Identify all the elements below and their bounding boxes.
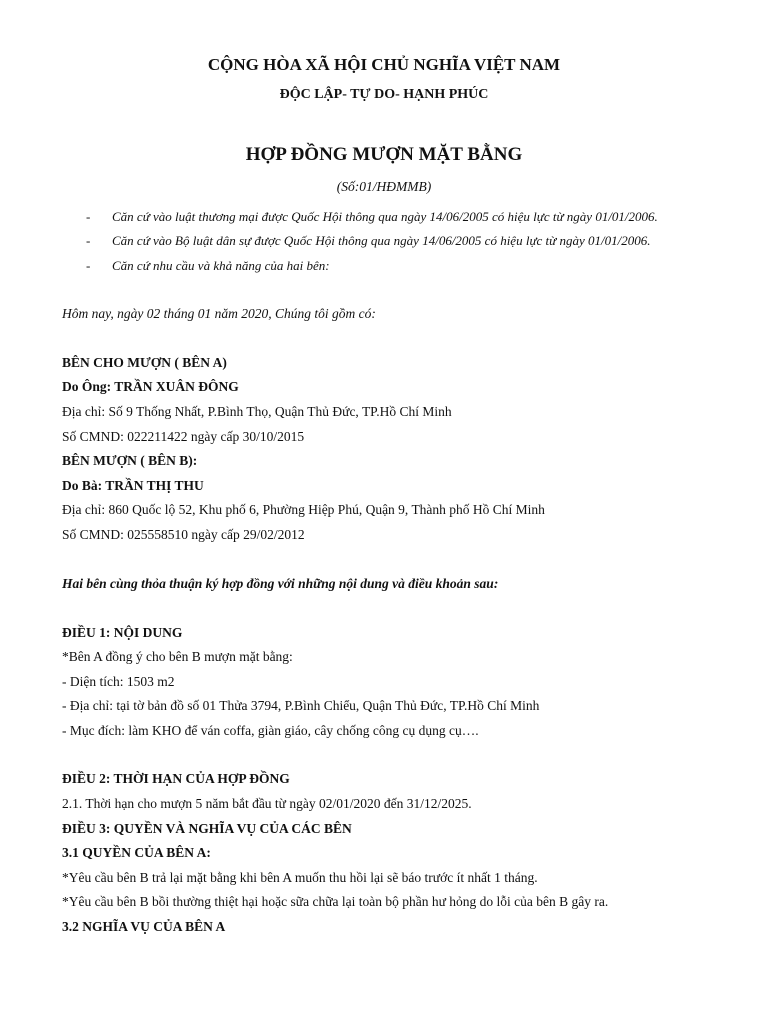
party-a-id: Số CMND: 022211422 ngày cấp 30/10/2015 — [62, 429, 305, 444]
rights-a-line: *Yêu cầu bên B trả lại mặt bằng khi bên A muốn thu hồi lại sẽ báo trước ít nhất 1 tháng. — [62, 870, 538, 885]
party-a-name: Do Ông: TRẦN XUÂN ĐÔNG — [62, 379, 239, 394]
bullet-dash: - — [86, 258, 91, 273]
article-1-line: - Diện tích: 1503 m2 — [62, 674, 175, 689]
article-1-line: - Địa chỉ: tại tờ bản đồ số 01 Thửa 3794, P.Bình Chiểu, Quận Thủ Đức, TP.Hồ Chí Minh — [62, 698, 540, 713]
basis-item — [86, 232, 651, 250]
basis-text: Căn cứ vào luật thương mại được Quốc Hội thông qua ngày 14/06/2005 có hiệu lực từ ngày 01/01/2006. — [112, 209, 658, 224]
bullet-dash: - — [86, 233, 91, 248]
rights-a-heading: 3.1 QUYỀN CỦA BÊN A: — [62, 845, 211, 860]
article-2-text: 2.1. Thời hạn cho mượn 5 năm bắt đầu từ ngày 02/01/2020 đến 31/12/2025. — [62, 796, 472, 811]
intro-line: Hôm nay, ngày 02 tháng 01 năm 2020, Chúng tôi gồm có: — [62, 306, 376, 321]
nation-heading: CỘNG HÒA XÃ HỘI CHỦ NGHĨA VIỆT NAM — [207, 55, 561, 74]
basis-item — [86, 208, 658, 226]
contract-title: HỢP ĐỒNG MƯỢN MẶT BẰNG — [245, 144, 523, 165]
article-2-heading: ĐIỀU 2: THỜI HẠN CỦA HỢP ĐỒNG — [62, 771, 290, 786]
party-b-address: Địa chỉ: 860 Quốc lộ 52, Khu phố 6, Phường Hiệp Phú, Quận 9, Thành phố Hồ Chí Minh — [62, 502, 545, 517]
agreement-line: Hai bên cùng thỏa thuận ký hợp đồng với những nội dung và điều khoản sau: — [62, 576, 499, 591]
bullet-dash: - — [86, 209, 91, 224]
party-a-address: Địa chỉ: Số 9 Thống Nhất, P.Bình Thọ, Quận Thủ Đức, TP.Hồ Chí Minh — [62, 404, 452, 419]
party-b-name: Do Bà: TRẦN THỊ THU — [62, 478, 204, 493]
motto-heading: ĐỘC LẬP- TỰ DO- HẠNH PHÚC — [279, 87, 489, 102]
basis-item — [86, 257, 330, 275]
article-1-heading: ĐIỀU 1: NỘI DUNG — [62, 625, 183, 640]
party-b-heading: BÊN MƯỢN ( BÊN B): — [62, 453, 198, 468]
article-3-heading: ĐIỀU 3: QUYỀN VÀ NGHĨA VỤ CỦA CÁC BÊN — [62, 821, 352, 836]
article-1-line: *Bên A đồng ý cho bên B mượn mặt bằng: — [62, 649, 293, 664]
party-a-heading: BÊN CHO MƯỢN ( BÊN A) — [62, 355, 227, 370]
duties-a-heading: 3.2 NGHĨA VỤ CỦA BÊN A — [62, 919, 226, 934]
basis-text: Căn cứ vào Bộ luật dân sự được Quốc Hội thông qua ngày 14/06/2005 có hiệu lực từ ngày 01/01/2006. — [112, 233, 651, 248]
party-b-id: Số CMND: 025558510 ngày cấp 29/02/2012 — [62, 527, 305, 542]
article-1-line: - Mục đích: làm KHO để ván coffa, giàn giáo, cây chống công cụ dụng cụ…. — [62, 723, 479, 738]
contract-number: (Số:01/HĐMMB) — [336, 179, 432, 194]
rights-a-line: *Yêu cầu bên B bồi thường thiệt hại hoặc sữa chữa lại toàn bộ phần hư hỏng do lỗi của bên B gây ra. — [62, 894, 609, 909]
basis-text: Căn cứ nhu cầu và khả năng của hai bên: — [112, 258, 330, 273]
